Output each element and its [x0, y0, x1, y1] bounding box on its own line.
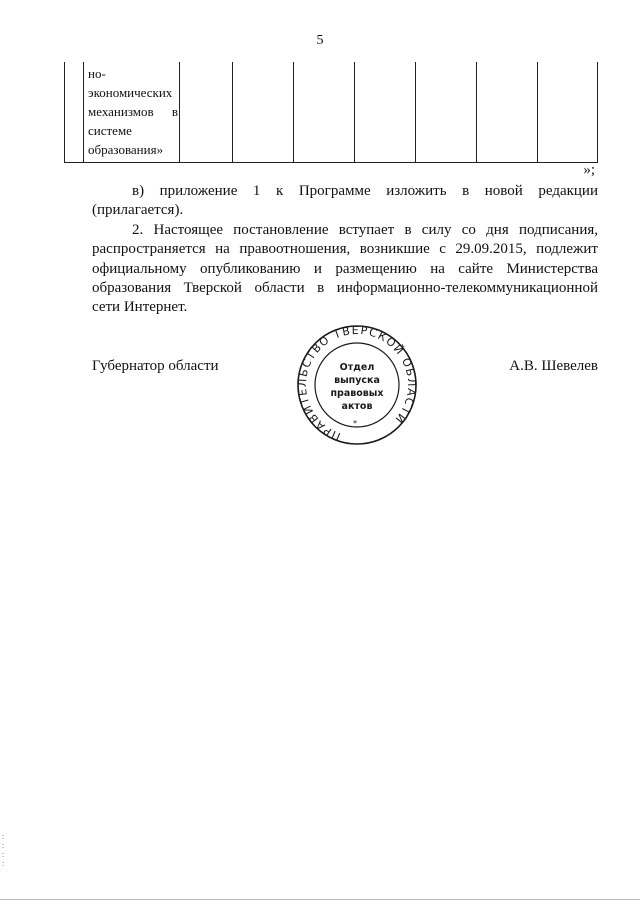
paragraph-line: (прилагается). — [92, 202, 184, 219]
table-border — [64, 162, 598, 163]
seal-inner-line: правовых — [330, 388, 384, 399]
official-seal — [296, 324, 418, 446]
paragraph-line: сети Интернет. — [92, 299, 188, 316]
cell-line — [88, 102, 178, 121]
table-border — [64, 62, 65, 163]
scan-margin-marks: : : : : — [2, 832, 5, 868]
table-border — [232, 62, 233, 163]
seal-inner-line: выпуска — [334, 375, 380, 386]
seal-star-icon: * — [353, 419, 357, 428]
table-cell-text — [88, 64, 178, 159]
table-border — [597, 62, 598, 163]
table-border — [415, 62, 416, 163]
table-border — [293, 62, 294, 163]
paragraph-line: официальному опубликованию и размещению на сайте Министерства — [92, 260, 598, 277]
item-2-paragraph — [92, 221, 598, 317]
table-border — [537, 62, 538, 163]
cell-line: системе — [88, 123, 132, 138]
signatory-name: А.В. Шевелев — [509, 358, 598, 374]
cell-word: механизмов — [88, 104, 154, 119]
seal-ring-text: ПРАВИТЕЛЬСТВО ТВЕРСКОЙ ОБЛАСТИ — [296, 324, 418, 443]
table-border — [354, 62, 355, 163]
table-border — [179, 62, 180, 163]
scan-bottom-edge — [0, 899, 640, 900]
paragraph-line: образования Тверской области в информационно-телекоммуникационной — [92, 279, 598, 296]
paragraph-line: в) приложение 1 к Программе изложить в новой редакции — [132, 183, 598, 199]
page-number: 5 — [316, 33, 324, 48]
paragraph-line: распространяется на правоотношения, возникшие с 29.09.2015, подлежит — [92, 241, 598, 258]
cell-word: в — [171, 104, 178, 119]
cell-line: экономических — [88, 85, 173, 100]
signatory-position: Губернатор области — [92, 358, 219, 374]
table-border — [476, 62, 477, 163]
paragraph-line: 2. Настоящее постановление вступает в силу со дня подписания, — [132, 222, 598, 238]
cell-line: образования» — [88, 142, 164, 157]
seal-inner-line: Отдел — [339, 362, 375, 373]
closing-quote: »; — [583, 162, 595, 178]
cell-line: но- — [88, 66, 106, 81]
item-v-paragraph — [92, 182, 598, 221]
seal-inner-line: актов — [341, 401, 373, 412]
table-border — [83, 62, 84, 163]
